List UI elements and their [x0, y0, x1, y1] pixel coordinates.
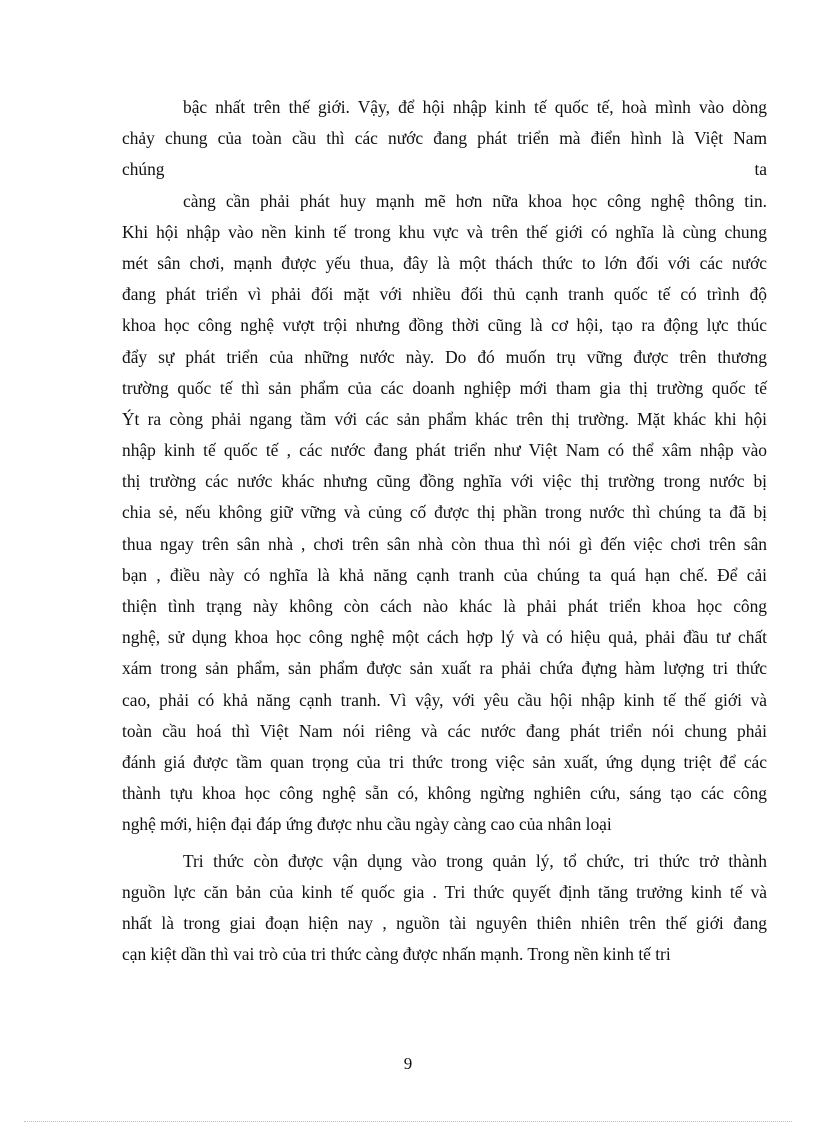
- text-line: càng cần phải phát huy mạnh mẽ hơn nữa khoa học công nghệ thông tin.: [183, 190, 767, 211]
- text-line: Ýt ra còng phải ngang tầm với các sản phẩm khác trên thị trường. Mặt khác khi hội: [122, 408, 767, 429]
- page-bottom-border: [24, 1121, 792, 1122]
- text-line: thị trường các nước khác nhưng cũng đồng nghĩa với việc thị trường trong nước bị: [122, 471, 767, 492]
- text-line: đánh giá được tầm quan trọng của tri thức trong việc sản xuất, ứng dụng triệt để các: [122, 751, 767, 772]
- split-text-line: [122, 154, 767, 185]
- text-line: nghệ, sử dụng khoa học công nghệ một cách hợp lý và có hiệu quả, phải đầu tư chất: [122, 627, 767, 648]
- text-line: nguồn lực căn bản của kinh tế quốc gia . Tri thức quyết định tăng trưởng kinh tế và: [122, 881, 767, 902]
- text-line: chia sẻ, nếu không giữ vững và củng cố được thị phần trong nước thì chúng ta đã bị: [122, 502, 767, 523]
- text-line: bạn , điều này có nghĩa là khả năng cạnh tranh của chúng ta quá hạn chế. Để cải: [122, 564, 767, 585]
- paragraph-3: [122, 846, 767, 971]
- text-line: chảy chung của toàn cầu thì các nước đang phát triển mà điển hình là Việt Nam: [122, 128, 767, 149]
- text-line: bậc nhất trên thế giới. Vậy, để hội nhập kinh tế quốc tế, hoà mình vào dòng: [183, 97, 767, 117]
- page-number: 9: [403, 1054, 413, 1073]
- text-line: cao, phải có khả năng cạnh tranh. Vì vậy, với yêu cầu hội nhập kinh tế thế giới và: [122, 689, 767, 710]
- paragraph-2: [122, 186, 767, 841]
- text-line: thành tựu khoa học công nghệ sẵn có, không ngừng nghiên cứu, sáng tạo các công: [122, 783, 767, 804]
- text-line: Khi hội nhập vào nền kinh tế trong khu vực và trên thế giới có nghĩa là cùng chung: [122, 221, 767, 242]
- text-line: cạn kiệt dần thì vai trò của tri thức càng được nhấn mạnh. Trong nền kinh tế tri: [122, 944, 671, 965]
- text-line: Tri thức còn được vận dụng vào trong quản lý, tổ chức, tri thức trở thành: [183, 850, 767, 871]
- text-line: xám trong sản phẩm, sản phẩm được sản xuất ra phải chứa đựng hàm lượng tri thức: [122, 658, 767, 679]
- text-line: khoa học công nghệ vượt trội nhưng đồng thời cũng là cơ hội, tạo ra động lực thúc: [122, 315, 767, 336]
- text-line: nhất là trong giai đoạn hiện nay , nguồn tài nguyên thiên nhiên trên thế giới đang: [122, 912, 767, 933]
- text-line: mét sân chơi, mạnh được yếu thua, đây là một thách thức to lớn đối với các nước: [122, 252, 767, 273]
- text-line: trường quốc tế thì sản phẩm của các doanh nghiệp mới tham gia thị trường quốc tế: [122, 377, 767, 398]
- text-line: thua ngay trên sân nhà , chơi trên sân nhà còn thua thì nói gì đến việc chơi trên sân: [122, 533, 767, 554]
- text-line: nhập kinh tế quốc tế , các nước đang phát triển như Việt Nam có thể xâm nhập vào: [122, 440, 767, 461]
- text-line: đẩy sự phát triển của những nước này. Do đó muốn trụ vững được trên thương: [122, 346, 767, 367]
- split-line-right: ta: [754, 159, 767, 180]
- split-line-left: chúng: [122, 159, 165, 180]
- paragraph-1: [122, 92, 767, 186]
- body-text: [122, 92, 767, 970]
- text-line: nghệ mới, hiện đại đáp ứng được nhu cầu ngày càng cao của nhân loại: [122, 814, 612, 835]
- text-line: thiện tình trạng này không còn cách nào khác là phải phát triển khoa học công: [122, 596, 767, 616]
- text-line: toàn cầu hoá thì Việt Nam nói riêng và các nước đang phát triển nói chung phải: [122, 720, 767, 741]
- text-line: đang phát triển vì phải đối mặt với nhiều đối thủ cạnh tranh quốc tế có trình độ: [122, 284, 767, 305]
